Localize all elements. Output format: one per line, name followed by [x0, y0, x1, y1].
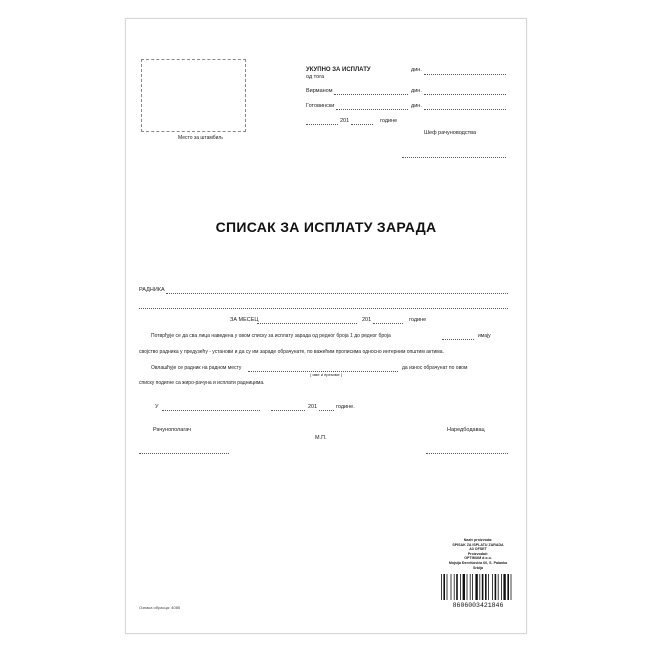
- place-prefix: У: [155, 404, 159, 410]
- paragraph-1-start: Потврђује се да сва лица наведена у овом списку за исплату зарада од редног броја 1 до редног броја: [151, 333, 391, 339]
- place-year-suffix: године.: [336, 404, 355, 410]
- publisher-line-7: Srbija: [473, 565, 483, 570]
- month-year-prefix: 201: [362, 317, 372, 323]
- transfer-text-line: [334, 88, 408, 95]
- date-year-line: [351, 118, 373, 125]
- date-year-suffix: године: [380, 118, 398, 124]
- form-sheet: [125, 18, 527, 634]
- paragraph-1-line: [442, 333, 474, 340]
- place-year-prefix: 201: [308, 404, 318, 410]
- month-line: [257, 317, 357, 324]
- accountant-signature-line: [139, 447, 229, 454]
- paragraph-2: својство радника у предузећу - установи и да су им зараде обрачунате, по важећим прописима односно интерним општим актима.: [139, 349, 444, 355]
- workers-line: [166, 287, 508, 294]
- publisher-line-3: A3 OFSET: [469, 547, 487, 552]
- cash-text-line: [336, 103, 408, 110]
- place-year-line: [319, 404, 334, 411]
- publisher-info: [442, 538, 514, 570]
- chief-accountant-signature-line: [402, 151, 506, 158]
- publisher-line-4: Proizvodač:: [467, 551, 489, 556]
- cash-label: Готовински: [306, 103, 335, 109]
- publisher-line-5: OPTIMUM d.o.o.: [464, 556, 492, 561]
- date-year-prefix: 201: [340, 118, 350, 124]
- authorizer-signature-line: [426, 447, 508, 454]
- place-line: [162, 404, 260, 411]
- cash-amount-line: [424, 103, 506, 110]
- stamp-box: [141, 59, 246, 132]
- stamp-label: Место за штамбиљ: [178, 135, 223, 141]
- workers-line-2: [139, 302, 508, 309]
- total-currency: дин.: [411, 67, 422, 73]
- paragraph-4: списку подигне са жиро-рачуна и исплати радницима.: [139, 380, 265, 386]
- cash-currency: дин.: [411, 103, 422, 109]
- chief-accountant-label: Шеф рачуноводства: [424, 130, 477, 136]
- authorized-worker-line: [248, 365, 398, 372]
- paragraph-1-end: имају: [478, 333, 491, 339]
- document-title: СПИСАК ЗА ИСПЛАТУ ЗАРАДА: [215, 219, 437, 235]
- total-payment-label: УКУПНО ЗА ИСПЛАТУ: [306, 67, 371, 73]
- name-surname-note: ( име и презиме ): [310, 372, 343, 377]
- publisher-line-1: Naziv proizvoda:: [463, 538, 493, 542]
- form-code: Ознака обрасца: 4085: [139, 605, 181, 610]
- place-day-line: [271, 404, 305, 411]
- date-day-line: [306, 118, 338, 125]
- transfer-amount-line: [424, 88, 506, 95]
- seal-label: М.П.: [315, 435, 327, 441]
- of-which-label: од тога: [306, 74, 325, 80]
- paragraph-3-end: да износ обрачунат по овом: [402, 365, 468, 371]
- total-amount-line: [424, 68, 506, 75]
- workers-label: РАДНИКА: [139, 287, 165, 293]
- accountant-label: Рачунополагач: [153, 427, 192, 433]
- barcode: [437, 572, 519, 608]
- month-year-line: [373, 317, 403, 324]
- paragraph-3-start: Овлашћује се радник на радном месту: [151, 365, 242, 371]
- authorizer-label: Наредбодавац: [447, 427, 485, 433]
- transfer-currency: дин.: [411, 88, 422, 94]
- barcode-number: 8606003421846: [452, 602, 504, 608]
- month-year-suffix: године: [409, 317, 427, 323]
- transfer-label: Вирманом: [306, 88, 333, 94]
- publisher-line-2: SPISAK ZA ISPLATU ZARADA: [452, 542, 504, 547]
- publisher-line-6: Mojsija Đervišovića 60, S. Palanka: [448, 560, 508, 565]
- month-label: ЗА МЕСЕЦ: [230, 317, 259, 323]
